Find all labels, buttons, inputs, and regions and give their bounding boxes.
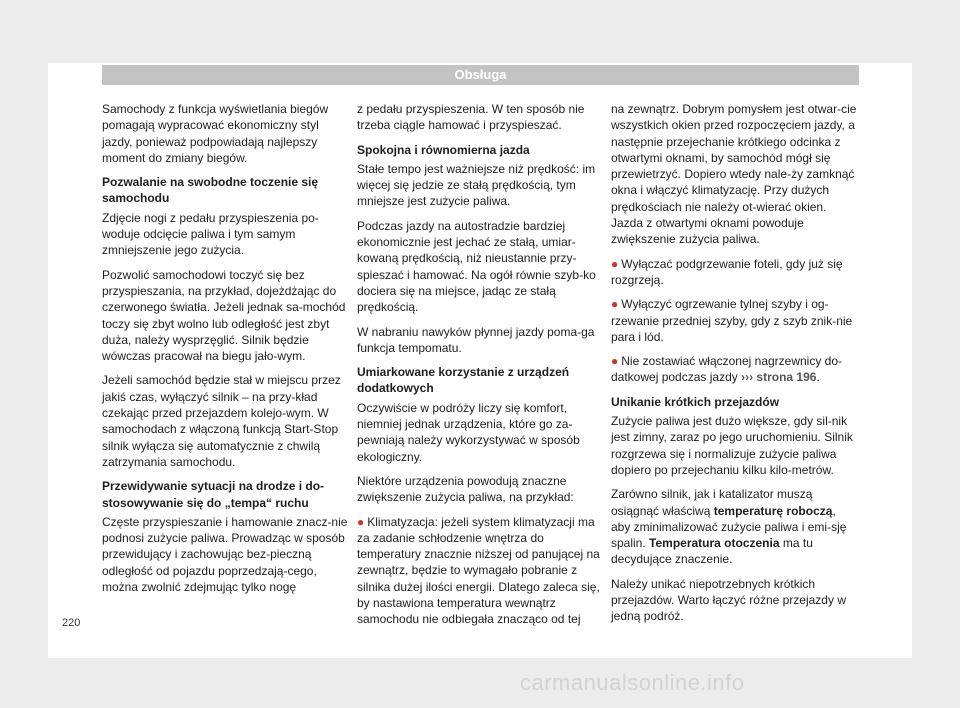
bullet-item [357,514,603,628]
subheading: Umiarkowane korzystanie z urządzeń dodatkowych [357,365,570,396]
paragraph: z pedału przyspieszenia. W ten sposób nie trzeba ciągle hamować i przyspieszać. [357,102,585,133]
column-2 [357,101,603,636]
paragraph: Podczas jazdy na autostradzie bardziej ekonomicznie jest jechać ze stałą, umiar-kowaną prędkością, niż nieustannie przy-spieszać i hamować. Na ogół równie szyb-ko dociera się na miejsce, jadąc ze stałą prędkością. [357,218,596,315]
bullet-icon: ● [611,354,619,369]
bullet-text: Nie zostawiać włączonej nagrzewnicy do-datkowej podczas jazdy [611,354,843,385]
paragraph: Stałe tempo jest ważniejsze niż prędkość: im więcej się jedzie ze stałą prędkością, tym mniejsze jest zużycie paliwa. [357,161,596,209]
bullet-icon: ● [611,297,619,312]
paragraph: Oczywiście w podróży liczy się komfort, niemniej jednak urządzenia, które go za-pewniają należy wykorzystywać w sposób ekologiczny. [357,400,580,464]
paragraph [611,486,857,567]
page-number: 220 [62,617,81,629]
paragraph: Częste przyspieszanie i hamowanie znacz-nie podnosi zużycie paliwa. Prowadząc w sposób przewidujący i zachowując bez-pieczną odległość od pojazdu poprzedzają-cego, można zwolnić zdejmując tylko nogę [102,514,348,595]
watermark: carmanualsonline.info [520,670,745,695]
column-3 [611,101,857,633]
paragraph: Jeżeli samochód będzie stał w miejscu przez jakiś czas, wyłączyć silnik – na przy-kład czekając przed przejazdem kolejo-wym. W samochodach z włączoną funkcją Start-Stop silnik wyłącza się automatycznie z chwilą zatrzymania samochodu. [102,373,341,469]
section-header: Obsługa [102,65,859,85]
paragraph: Niektóre urządzenia powodują znaczne zwiększenie zużycia paliwa, na przykład: [357,473,574,505]
subheading: Spokojna i równomierna jazda [357,142,530,157]
subheading: Pozwalanie na swobodne toczenie się samochodu [102,175,319,206]
paragraph: Samochody z funkcja wyświetlania biegów pomagają wypracować ekonomiczny styl jazdy, ponieważ podpowiadają najlepszy moment do zmiany biegów. [102,102,329,165]
page-reference-link[interactable]: ››› strona 196 [741,370,817,385]
subheading: Unikanie krótkich przejazdów [611,394,780,409]
bullet-icon: ● [611,256,619,271]
bullet-text: Wyłączyć ogrzewanie tylnej szyby i og-rzewanie przedniej szyby, gdy z szyb znik-nie para i lód. [611,297,853,344]
text-run: Zarówno silnik, jak i katalizator muszą osiągnąć właściwą [611,487,813,518]
bullet-item [611,256,857,289]
bullet-icon: ● [357,514,365,529]
paragraph: Należy unikać niepotrzebnych krótkich przejazdów. Warto łączyć różne przejazdy w jedną podróż. [611,576,846,624]
bullet-text: Wyłączać podgrzewanie foteli, gdy już się rozgrzeją. [611,256,843,287]
emphasis: temperaturę roboczą [713,503,833,518]
column-1 [102,101,348,603]
paragraph: na zewnątrz. Dobrym pomysłem jest otwar-cie wszystkich okien przed rozpoczęciem jazdy, a następnie przejechanie krótkiego odcinka z otwartymi oknami, by samochód mógł się przewietrzyć. Dopiero wtedy nale-ży zamknąć okna i włączyć klimatyzację. Przy dużych prędkościach nie należy ot-wierać okien. Jazda z otwartymi oknami powoduje zwiększenie zużycia paliwa. [611,102,857,247]
paragraph: Pozwolić samochodowi toczyć się bez przyspieszania, na przykład, dojeżdżając do czerwonego światła. Jeżeli jednak sa-mochód toczy się zbyt wolno lub odległość jest zbyt duża, należy wysprzęglić. Silnik będzie wówczas pracował na biegu jało-wym. [102,267,346,364]
text-run: ma tu decydujące znaczenie. [611,536,813,567]
paragraph: Zdjęcie nogi z pedału przyspieszenia po-woduje odcięcie paliwa i tym samym zmniejszenie jego zużycia. [102,210,319,258]
bullet-item: ● Nie zostawiać włączonej nagrzewnicy do-datkowej podczas jazdy ››› strona 196. [611,354,843,385]
emphasis: Temperatura otoczenia [649,536,780,551]
subheading: Przewidywanie sytuacji na drodze i do-stosowywanie się do „tempa“ ruchu [102,479,325,510]
paragraph: W nabraniu nawyków płynnej jazdy poma-ga funkcja tempomatu. [357,324,595,355]
bullet-item [611,296,857,345]
bullet-text: Klimatyzacja: jeżeli system klimatyzacji ma za zadanie schłodzenie wnętrza do temperatury znacznie niższej od panującej na zewnątrz, będzie to wymagało pobranie z silnika dużej ilości energii. Dlatego zaleca się, by nastawiona temperatura wewnątrz samochodu nie odbiegała znacząco od tej [357,514,600,627]
text-run: , aby zminimalizować zużycie paliwa i emi-sję spalin. [611,503,847,551]
paragraph: Zużycie paliwa jest dużo większe, gdy sil-nik jest zimny, zaraz po jego uruchomieniu. Silnik rozgrzewa się i normalizuje zużycie paliwa dopiero po przejechaniu kilku kilo-metrów. [611,414,853,477]
